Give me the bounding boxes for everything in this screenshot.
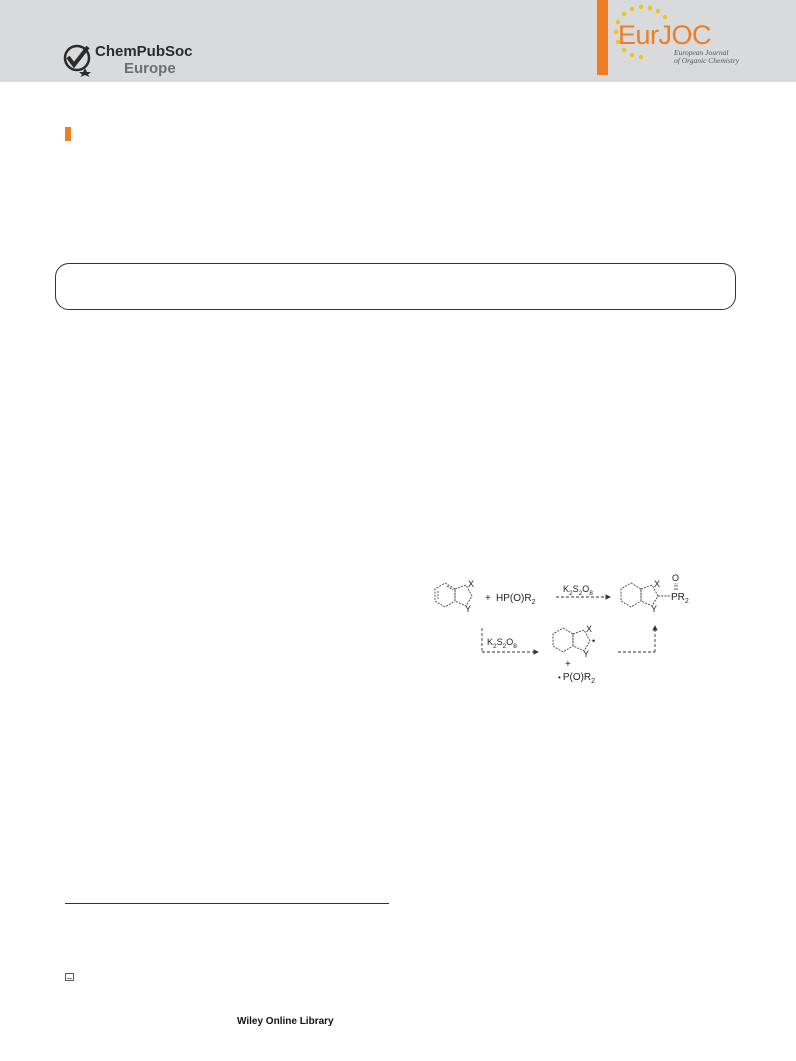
chempubsoc-europe-logo <box>62 40 212 80</box>
oxidant-label-top: $K_2S_2O_8$ <box>563 584 593 597</box>
product-oxygen: O <box>672 573 680 583</box>
radical-atom-y: Y <box>583 649 590 659</box>
supporting-info-icon[interactable] <box>65 973 74 981</box>
product-phosphoryl: $PR_2$ <box>671 592 689 605</box>
phosphine-oxide-reagent: $HP(O)R_2$ <box>496 593 536 606</box>
footnote-separator <box>65 903 389 904</box>
eurjoc-subtitle-line1: European Journal <box>674 48 729 57</box>
wiley-online-library-label[interactable]: Wiley Online Library <box>237 1016 334 1027</box>
start-atom-x: X <box>468 579 475 589</box>
start-atom-y: Y <box>465 604 472 614</box>
chempubsoc-emblem-icon <box>62 41 94 77</box>
chempubsoc-wordmark: ChemPubSoc <box>95 43 193 60</box>
radical-plus-sign: + <box>565 659 571 670</box>
abstract-frame <box>55 263 736 310</box>
product-structure <box>621 583 677 607</box>
product-atom-x: X <box>654 579 661 589</box>
eurjoc-wordmark: EurJOC <box>618 20 712 50</box>
section-heading-marker <box>65 127 71 141</box>
radical-atom-x: X <box>586 624 593 634</box>
eurjoc-logo <box>610 4 796 76</box>
eurjoc-subtitle-line2: of Organic Chemistry <box>674 56 740 65</box>
phosphonyl-radical: • $P(O)R_2$ <box>558 672 596 685</box>
oxidant-label-lower: $K_2S_2O_8$ <box>487 637 517 650</box>
reaction-scheme <box>425 566 725 690</box>
radical-dot: • <box>592 636 596 646</box>
journal-accent-bar <box>597 0 608 75</box>
europe-wordmark: Europe <box>124 60 176 77</box>
product-atom-y: Y <box>651 604 658 614</box>
plus-sign: + <box>485 593 491 604</box>
